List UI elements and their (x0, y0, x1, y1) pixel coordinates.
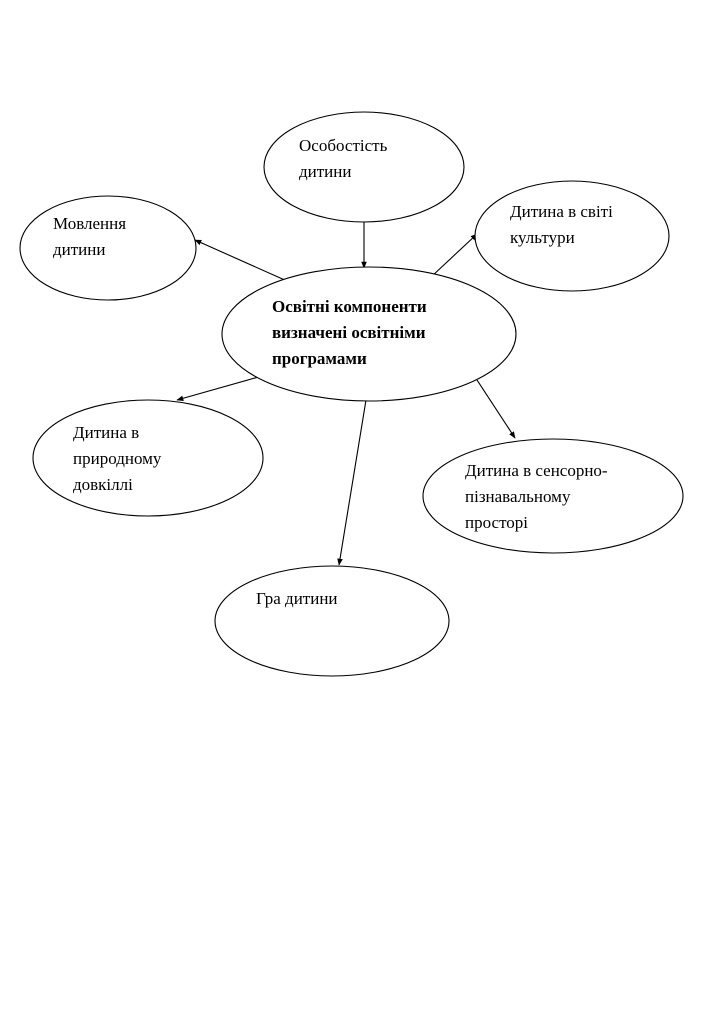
node-label-line: дитини (53, 240, 106, 259)
arrow-to-hra (339, 400, 366, 565)
node-pryroda (33, 400, 263, 516)
node-label-line: Особостість (299, 136, 388, 155)
node-label-line: Дитина в (73, 423, 140, 442)
node-label-line: Дитина в сенсорно- (465, 461, 608, 480)
node-kultura (475, 181, 669, 291)
arrow-to-movlennia (195, 240, 287, 281)
node-label-line: просторі (465, 513, 528, 532)
node-osobystist-ellipse (264, 112, 464, 222)
arrow-to-sensor (477, 380, 515, 438)
node-sensor (423, 439, 683, 553)
node-movlennia-ellipse (20, 196, 196, 300)
arrow-to-kultura (431, 234, 477, 277)
arrow-to-pryroda (177, 376, 262, 400)
node-movlennia (20, 196, 196, 300)
node-hra-label (256, 589, 338, 608)
center-node-line: Освітні компоненти (272, 297, 427, 316)
node-label-line: Гра дитини (256, 589, 338, 608)
node-label-line: природному (73, 449, 162, 468)
center-node-line: програмами (272, 349, 367, 368)
node-label-line: довкіллі (73, 475, 133, 494)
node-osobystist (264, 112, 464, 222)
node-label-line: Дитина в світі (510, 202, 613, 221)
node-label-line: дитини (299, 162, 352, 181)
node-label-line: пізнавальному (465, 487, 571, 506)
node-hra (215, 566, 449, 676)
center-node-line: визначені освітніми (272, 323, 426, 342)
center-node (222, 267, 516, 401)
node-hra-ellipse (215, 566, 449, 676)
node-label-line: культури (510, 228, 575, 247)
node-label-line: Мовлення (53, 214, 127, 233)
